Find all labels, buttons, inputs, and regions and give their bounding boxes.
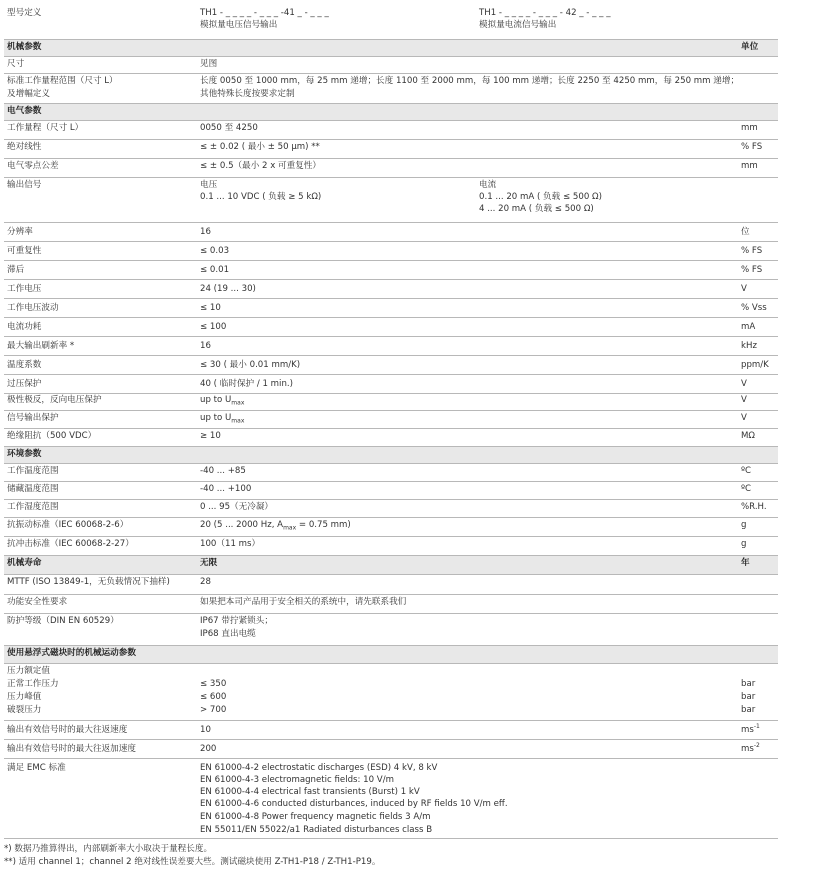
value-subscript: max	[231, 399, 245, 407]
table-row	[4, 318, 778, 337]
section-electrical	[4, 104, 778, 121]
row-value: ≤ ± 0.02 ( 最小 ± 50 μm) **	[200, 142, 320, 152]
section-environment	[4, 447, 778, 464]
emc-standard: EN 61000-4-6 conducted disturbances, induced by RF fields 10 V/m eff.	[200, 799, 508, 809]
row-value: 16	[200, 341, 211, 351]
value-subscript: max	[283, 524, 297, 532]
row-label: 抗振动标准（IEC 60068-2-6）	[7, 520, 129, 530]
row-functional-safety	[4, 595, 778, 614]
row-value: 0050 至 4250	[200, 123, 258, 133]
emc-standard: EN 61000-4-4 electrical fast transients (Burst) 1 kV	[200, 787, 420, 797]
value-subscript: max	[231, 417, 245, 425]
row-value: ≤ ± 0.5（最小 2 x 可重复性）	[200, 161, 322, 171]
row-unit: %R.H.	[741, 502, 767, 512]
table-row	[4, 337, 778, 356]
row-label: 电流功耗	[7, 322, 42, 332]
row-label: 工作电压	[7, 284, 42, 294]
emc-standard: EN 55011/EN 55022/a1 Radiated disturbances class B	[200, 825, 433, 835]
row-shock	[4, 537, 778, 556]
row-label: 破裂压力	[7, 705, 42, 715]
row-value: -40 ... +100	[200, 484, 252, 494]
row-value	[200, 413, 244, 424]
row-label: 输出有效信号时的最大往返加速度	[7, 744, 136, 754]
unit-header: 单位	[741, 42, 759, 52]
row-label: MTTF (ISO 13849-1，无负载情况下抽样)	[7, 577, 170, 587]
row-max-acceleration	[4, 740, 778, 759]
row-label: 工作电压波动	[7, 303, 59, 313]
row-label: 满足 EMC 标准	[7, 763, 66, 773]
model-voltage-desc: 模拟量电压信号输出	[200, 20, 278, 30]
output-current-value: 4 ... 20 mA ( 负载 ≤ 500 Ω)	[479, 204, 594, 214]
row-mttf	[4, 575, 778, 595]
table-row	[4, 261, 778, 280]
row-operating-temp	[4, 464, 778, 482]
row-label: 分辨率	[7, 227, 33, 237]
row-label: 储藏温度范围	[7, 484, 59, 494]
row-value: ≤ 600	[200, 692, 227, 702]
row-value	[200, 395, 244, 406]
row-unit: % FS	[741, 142, 763, 152]
row-label: 正常工作压力	[7, 679, 59, 689]
row-max-speed	[4, 721, 778, 740]
row-storage-temp	[4, 482, 778, 500]
row-polarity	[4, 393, 778, 411]
value-text: = 0.75 mm)	[296, 520, 351, 530]
row-unit: g	[741, 539, 747, 549]
row-humidity	[4, 500, 778, 518]
row-label: 功能安全性要求	[7, 597, 68, 607]
row-label: 标准工作量程范围（尺寸 L）	[7, 76, 118, 86]
row-label: 及增幅定义	[7, 89, 50, 99]
row-unit: 位	[741, 227, 750, 237]
row-value: 见图	[200, 59, 218, 69]
emc-standard: EN 61000-4-8 Power frequency magnetic fields 3 A/m	[200, 812, 431, 822]
row-value: ≤ 0.03	[200, 246, 230, 256]
unit-superscript: -2	[753, 742, 760, 750]
section-floating-magnet	[4, 646, 778, 664]
row-value: -40 ... +85	[200, 466, 246, 476]
row-value: 0 ... 95（无冷凝）	[200, 502, 274, 512]
row-label: 绝对线性	[7, 142, 42, 152]
value-text: 20 (5 ... 2000 Hz, A	[200, 520, 284, 530]
row-label: 尺寸	[7, 59, 25, 69]
row-label: 压力额定值	[7, 666, 50, 676]
table-row	[4, 299, 778, 318]
row-unit: % FS	[741, 246, 763, 256]
unit-text: ms	[741, 725, 754, 735]
model-definition-label: 型号定义	[7, 8, 42, 18]
footnote-2: **) 适用 channel 1；channel 2 绝对线性误差要大些。测试磁块使用 Z-TH1-P18 / Z-TH1-P19。	[4, 857, 381, 867]
section-title: 机械参数	[7, 42, 42, 52]
row-unit	[741, 744, 760, 755]
row-value	[200, 520, 351, 531]
row-unit: ºC	[741, 466, 752, 476]
row-value: 40 ( 临时保护 / 1 min.)	[200, 379, 293, 389]
unit-superscript: -1	[753, 723, 760, 731]
row-label: 机械寿命	[7, 558, 42, 568]
row-zero-tolerance	[4, 159, 778, 178]
output-voltage-value: 0.1 ... 10 VDC ( 负载 ≥ 5 kΩ)	[200, 192, 322, 202]
row-label: 可重复性	[7, 246, 42, 256]
row-output-signal	[4, 178, 778, 223]
section-title: 使用悬浮式磁块时的机械运动参数	[7, 648, 136, 658]
row-linearity	[4, 140, 778, 159]
row-label: 最大输出刷新率 *	[7, 341, 75, 351]
row-value: 无限	[200, 558, 218, 568]
table-row	[4, 223, 778, 242]
row-unit: V	[741, 379, 747, 389]
footnote-1: *) 数据乃推算得出，内部刷新率大小取决于量程长度。	[4, 844, 213, 854]
row-unit: MΩ	[741, 431, 755, 441]
row-unit: % FS	[741, 265, 763, 275]
row-unit: 年	[741, 558, 750, 568]
row-vibration	[4, 518, 778, 537]
row-label: 电气零点公差	[7, 161, 59, 171]
row-signal-protection	[4, 411, 778, 429]
row-label: 输出有效信号时的最大往返速度	[7, 725, 128, 735]
row-unit: ºC	[741, 484, 752, 494]
row-label: 工作量程（尺寸 L）	[7, 123, 84, 133]
row-value: 200	[200, 744, 217, 754]
row-value: 长度 0050 至 1000 mm，每 25 mm 递增；长度 1100 至 2000 mm，每 100 mm 递增；长度 2250 至 4250 mm，每 250 mm 递增；	[200, 76, 740, 86]
model-voltage-code: TH1 - _ _ _ _ - _ _ _ -41 _ - _ _ _	[200, 8, 329, 18]
row-value: 24 (19 ... 30)	[200, 284, 256, 294]
table-row	[4, 242, 778, 261]
emc-standard: EN 61000-4-3 electromagnetic fields: 10 V/m	[200, 775, 394, 785]
row-label: 工作温度范围	[7, 466, 59, 476]
row-value: IP67 带拧紧锁头；	[200, 616, 273, 626]
row-unit: mA	[741, 322, 756, 332]
section-title: 电气参数	[7, 106, 42, 116]
section-title: 环境参数	[7, 449, 42, 459]
row-unit: mm	[741, 123, 758, 133]
row-protection-class	[4, 614, 778, 646]
row-size	[4, 57, 778, 74]
row-unit: V	[741, 284, 747, 294]
row-value: 其他特殊长度按要求定制	[200, 89, 295, 99]
row-insulation	[4, 429, 778, 447]
output-current-title: 电流	[479, 180, 497, 190]
row-value: ≥ 10	[200, 431, 221, 441]
emc-standard: EN 61000-4-2 electrostatic discharges (ESD) 4 kV, 8 kV	[200, 763, 438, 773]
row-label: 输出信号	[7, 180, 42, 190]
row-value: ≤ 350	[200, 679, 227, 689]
row-label: 极性极反，反向电压保护	[7, 395, 102, 405]
output-voltage-title: 电压	[200, 180, 218, 190]
row-working-range	[4, 121, 778, 140]
value-text: up to U	[200, 395, 232, 405]
row-pressure	[4, 664, 778, 721]
row-unit: bar	[741, 679, 756, 689]
row-unit: g	[741, 520, 747, 530]
table-row	[4, 280, 778, 299]
row-mechanical-life	[4, 556, 778, 575]
model-current-code: TH1 - _ _ _ _ - _ _ _ - 42 _ - _ _ _	[479, 8, 611, 18]
row-unit: kHz	[741, 341, 757, 351]
row-unit: bar	[741, 705, 756, 715]
row-label: 信号输出保护	[7, 413, 59, 423]
row-unit: bar	[741, 692, 756, 702]
row-value: ≤ 10	[200, 303, 221, 313]
row-unit	[741, 725, 760, 736]
unit-text: ms	[741, 744, 754, 754]
row-label: 温度系数	[7, 360, 42, 370]
row-value: ≤ 0.01	[200, 265, 230, 275]
row-unit: ppm/K	[741, 360, 769, 370]
row-unit: V	[741, 413, 747, 423]
section-mechanical	[4, 40, 778, 57]
row-value: 100（11 ms）	[200, 539, 261, 549]
row-value: 16	[200, 227, 211, 237]
table-row	[4, 375, 778, 394]
row-value: > 700	[200, 705, 227, 715]
row-emc	[4, 759, 778, 839]
value-text: up to U	[200, 413, 232, 423]
row-value: 如果把本司产品用于安全相关的系统中，请先联系我们	[200, 597, 407, 607]
row-unit: % Vss	[741, 303, 767, 313]
row-label: 过压保护	[7, 379, 42, 389]
model-current-desc: 模拟量电流信号输出	[479, 20, 557, 30]
row-label: 绝缘阻抗（500 VDC）	[7, 431, 97, 441]
row-label: 工作湿度范围	[7, 502, 59, 512]
row-value: 10	[200, 725, 211, 735]
row-range	[4, 74, 778, 104]
row-value: ≤ 30 ( 最小 0.01 mm/K)	[200, 360, 301, 370]
row-label: 压力峰值	[7, 692, 42, 702]
row-value: ≤ 100	[200, 322, 227, 332]
output-current-value: 0.1 ... 20 mA ( 负载 ≤ 500 Ω)	[479, 192, 602, 202]
row-label: 抗冲击标准（IEC 60068-2-27）	[7, 539, 134, 549]
row-label: 防护等级（DIN EN 60529）	[7, 616, 119, 626]
table-row	[4, 356, 778, 375]
row-value: IP68 直出电缆	[200, 629, 256, 639]
row-value: 28	[200, 577, 211, 587]
header-row	[4, 6, 778, 40]
row-unit: V	[741, 395, 747, 405]
row-unit: mm	[741, 161, 758, 171]
row-label: 滞后	[7, 265, 25, 275]
